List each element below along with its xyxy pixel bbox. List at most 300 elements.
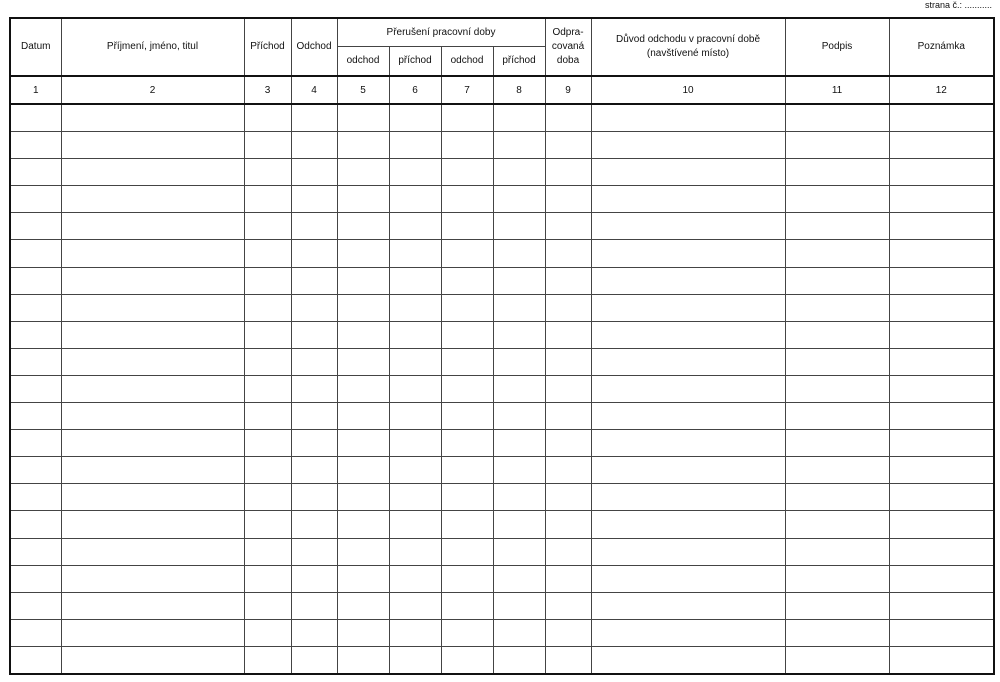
- entry-cell[interactable]: [291, 403, 337, 430]
- entry-cell[interactable]: [889, 159, 994, 186]
- entry-cell[interactable]: [545, 321, 591, 348]
- header-odpracovana-doba: [545, 18, 591, 76]
- entry-cell[interactable]: [441, 240, 493, 267]
- entry-cell[interactable]: [785, 375, 889, 402]
- entry-cell[interactable]: [493, 348, 545, 375]
- entry-cell[interactable]: [441, 132, 493, 159]
- entry-cell[interactable]: [337, 375, 389, 402]
- entry-cell[interactable]: [10, 592, 61, 619]
- entry-cell[interactable]: [441, 565, 493, 592]
- entry-cell[interactable]: [291, 132, 337, 159]
- table-row: [10, 321, 994, 348]
- entry-cell[interactable]: [389, 159, 441, 186]
- entry-cell[interactable]: [10, 619, 61, 646]
- entry-cell[interactable]: [889, 321, 994, 348]
- column-number: 12: [889, 76, 994, 104]
- entry-cell[interactable]: [545, 430, 591, 457]
- header-odpracovana-line2: covaná: [551, 41, 585, 52]
- entry-cell[interactable]: [61, 592, 244, 619]
- entry-cell[interactable]: [10, 186, 61, 213]
- entry-cell[interactable]: [389, 592, 441, 619]
- header-podpis: Podpis: [785, 18, 889, 76]
- entry-cell[interactable]: [545, 457, 591, 484]
- entry-cell[interactable]: [337, 646, 389, 674]
- entry-cell[interactable]: [10, 240, 61, 267]
- header-poznamka: Poznámka: [889, 18, 994, 76]
- entry-cell[interactable]: [61, 159, 244, 186]
- entry-cell[interactable]: [493, 213, 545, 240]
- entry-cell[interactable]: [291, 375, 337, 402]
- entry-cell[interactable]: [889, 375, 994, 402]
- entry-cell[interactable]: [389, 267, 441, 294]
- subheader-prichod-2: příchod: [493, 47, 545, 77]
- entry-cell[interactable]: [291, 104, 337, 132]
- entry-cell[interactable]: [61, 213, 244, 240]
- entry-cell[interactable]: [61, 430, 244, 457]
- entry-cell[interactable]: [785, 457, 889, 484]
- entry-cell[interactable]: [291, 484, 337, 511]
- entry-cell[interactable]: [545, 484, 591, 511]
- entry-cell[interactable]: [591, 430, 785, 457]
- entry-cell[interactable]: [785, 403, 889, 430]
- column-number: 7: [441, 76, 493, 104]
- entry-cell[interactable]: [244, 484, 291, 511]
- subheader-odchod-1: odchod: [337, 47, 389, 77]
- entry-cell[interactable]: [591, 321, 785, 348]
- entry-cell[interactable]: [591, 403, 785, 430]
- entry-cell[interactable]: [591, 565, 785, 592]
- entry-cell[interactable]: [591, 538, 785, 565]
- entry-cell[interactable]: [389, 511, 441, 538]
- entry-cell[interactable]: [61, 348, 244, 375]
- entry-cell[interactable]: [291, 592, 337, 619]
- entry-cell[interactable]: [889, 240, 994, 267]
- entry-cell[interactable]: [61, 565, 244, 592]
- entry-cell[interactable]: [545, 132, 591, 159]
- column-number: 3: [244, 76, 291, 104]
- entry-cell[interactable]: [785, 348, 889, 375]
- entry-cell[interactable]: [493, 538, 545, 565]
- entry-cell[interactable]: [389, 240, 441, 267]
- entry-cell[interactable]: [61, 375, 244, 402]
- entry-cell[interactable]: [785, 484, 889, 511]
- entry-cell[interactable]: [545, 348, 591, 375]
- entry-cell[interactable]: [493, 403, 545, 430]
- entry-cell[interactable]: [785, 294, 889, 321]
- entry-cell[interactable]: [10, 321, 61, 348]
- entry-cell[interactable]: [591, 619, 785, 646]
- entry-cell[interactable]: [389, 403, 441, 430]
- entry-cell[interactable]: [61, 619, 244, 646]
- entry-cell[interactable]: [10, 646, 61, 674]
- entry-cell[interactable]: [493, 565, 545, 592]
- entry-cell[interactable]: [291, 619, 337, 646]
- entry-cell[interactable]: [591, 186, 785, 213]
- entry-cell[interactable]: [10, 348, 61, 375]
- entry-cell[interactable]: [10, 375, 61, 402]
- entry-cell[interactable]: [441, 511, 493, 538]
- header-preruseni: Přerušení pracovní doby: [337, 18, 545, 47]
- entry-cell[interactable]: [785, 159, 889, 186]
- entry-cell[interactable]: [493, 294, 545, 321]
- entry-cell[interactable]: [337, 240, 389, 267]
- entry-cell[interactable]: [244, 348, 291, 375]
- entry-cell[interactable]: [291, 538, 337, 565]
- table-row: [10, 159, 994, 186]
- table-row: [10, 592, 994, 619]
- entry-cell[interactable]: [61, 457, 244, 484]
- entry-cell[interactable]: [244, 565, 291, 592]
- entry-cell[interactable]: [337, 592, 389, 619]
- entry-cell[interactable]: [61, 646, 244, 674]
- table-row: [10, 213, 994, 240]
- entry-cell[interactable]: [493, 592, 545, 619]
- entry-cell[interactable]: [441, 484, 493, 511]
- entry-cell[interactable]: [61, 484, 244, 511]
- entry-cell[interactable]: [10, 565, 61, 592]
- entry-cell[interactable]: [291, 159, 337, 186]
- entry-cell[interactable]: [389, 457, 441, 484]
- entry-cell[interactable]: [493, 267, 545, 294]
- entry-cell[interactable]: [441, 646, 493, 674]
- entry-cell[interactable]: [291, 321, 337, 348]
- entry-cell[interactable]: [889, 457, 994, 484]
- entry-cell[interactable]: [61, 511, 244, 538]
- entry-cell[interactable]: [591, 484, 785, 511]
- entry-cell[interactable]: [889, 213, 994, 240]
- entry-cell[interactable]: [545, 294, 591, 321]
- entry-cell[interactable]: [889, 132, 994, 159]
- entry-cell[interactable]: [61, 186, 244, 213]
- entry-cell[interactable]: [244, 592, 291, 619]
- entry-cell[interactable]: [61, 321, 244, 348]
- entry-cell[interactable]: [61, 104, 244, 132]
- entry-cell[interactable]: [889, 619, 994, 646]
- entry-cell[interactable]: [61, 538, 244, 565]
- column-number: 8: [493, 76, 545, 104]
- header-odpracovana-line3: doba: [556, 55, 580, 66]
- entry-cell[interactable]: [10, 267, 61, 294]
- entry-cell[interactable]: [10, 457, 61, 484]
- entry-cell[interactable]: [337, 430, 389, 457]
- entry-cell[interactable]: [785, 186, 889, 213]
- column-number-row: [10, 76, 994, 104]
- entry-cell[interactable]: [291, 267, 337, 294]
- entry-cell[interactable]: [785, 240, 889, 267]
- entry-cell[interactable]: [493, 457, 545, 484]
- entry-cell[interactable]: [441, 619, 493, 646]
- entry-cell[interactable]: [545, 646, 591, 674]
- entry-cell[interactable]: [591, 132, 785, 159]
- entry-cell[interactable]: [493, 132, 545, 159]
- entry-cell[interactable]: [291, 430, 337, 457]
- table-row: [10, 104, 994, 132]
- entry-cell[interactable]: [545, 267, 591, 294]
- header-name: Příjmení, jméno, titul: [61, 18, 244, 76]
- entry-cell[interactable]: [10, 294, 61, 321]
- entry-cell[interactable]: [545, 104, 591, 132]
- table-row: [10, 240, 994, 267]
- entry-cell[interactable]: [591, 348, 785, 375]
- entry-cell[interactable]: [337, 403, 389, 430]
- entry-cell[interactable]: [291, 646, 337, 674]
- entry-cell[interactable]: [337, 565, 389, 592]
- entry-cell[interactable]: [545, 186, 591, 213]
- entry-cell[interactable]: [441, 430, 493, 457]
- entry-cell[interactable]: [337, 348, 389, 375]
- entry-cell[interactable]: [889, 538, 994, 565]
- entry-cell[interactable]: [244, 375, 291, 402]
- entry-cell[interactable]: [244, 619, 291, 646]
- entry-cell[interactable]: [785, 538, 889, 565]
- table-row: [10, 132, 994, 159]
- entry-cell[interactable]: [244, 132, 291, 159]
- entry-cell[interactable]: [591, 592, 785, 619]
- entry-cell[interactable]: [337, 267, 389, 294]
- entry-cell[interactable]: [591, 511, 785, 538]
- entry-cell[interactable]: [889, 646, 994, 674]
- entry-cell[interactable]: [389, 484, 441, 511]
- table-row: [10, 457, 994, 484]
- header-odpracovana-line1: Odpra-: [552, 27, 584, 38]
- entry-cell[interactable]: [545, 213, 591, 240]
- entry-cell[interactable]: [545, 592, 591, 619]
- entry-cell[interactable]: [244, 403, 291, 430]
- entry-cell[interactable]: [389, 186, 441, 213]
- entry-cell[interactable]: [889, 403, 994, 430]
- entry-cell[interactable]: [10, 511, 61, 538]
- entry-cell[interactable]: [389, 294, 441, 321]
- entry-cell[interactable]: [441, 457, 493, 484]
- entry-cell[interactable]: [785, 213, 889, 240]
- entry-cell[interactable]: [61, 132, 244, 159]
- entry-cell[interactable]: [889, 511, 994, 538]
- entry-cell[interactable]: [493, 321, 545, 348]
- entry-cell[interactable]: [291, 186, 337, 213]
- entry-cell[interactable]: [545, 159, 591, 186]
- column-number: 10: [591, 76, 785, 104]
- entry-cell[interactable]: [337, 457, 389, 484]
- entry-cell[interactable]: [591, 457, 785, 484]
- entry-cell[interactable]: [389, 104, 441, 132]
- entry-cell[interactable]: [389, 375, 441, 402]
- entry-cell[interactable]: [493, 484, 545, 511]
- entry-cell[interactable]: [889, 104, 994, 132]
- entry-cell[interactable]: [785, 592, 889, 619]
- entry-cell[interactable]: [337, 159, 389, 186]
- entry-cell[interactable]: [441, 213, 493, 240]
- entry-cell[interactable]: [291, 511, 337, 538]
- entry-cell[interactable]: [10, 104, 61, 132]
- entry-cell[interactable]: [61, 403, 244, 430]
- entry-cell[interactable]: [785, 619, 889, 646]
- column-number: 4: [291, 76, 337, 104]
- entry-cell[interactable]: [545, 619, 591, 646]
- entry-cell[interactable]: [10, 132, 61, 159]
- entry-cell[interactable]: [389, 348, 441, 375]
- attendance-table: [9, 17, 995, 675]
- entry-cell[interactable]: [785, 267, 889, 294]
- entry-cell[interactable]: [785, 104, 889, 132]
- entry-cell[interactable]: [389, 430, 441, 457]
- entry-cell[interactable]: [10, 159, 61, 186]
- entry-cell[interactable]: [785, 132, 889, 159]
- entry-cell[interactable]: [889, 484, 994, 511]
- entry-cell[interactable]: [889, 592, 994, 619]
- entry-cell[interactable]: [545, 403, 591, 430]
- entry-cell[interactable]: [441, 186, 493, 213]
- entry-cell[interactable]: [889, 348, 994, 375]
- entry-cell[interactable]: [591, 294, 785, 321]
- entry-cell[interactable]: [889, 186, 994, 213]
- entry-cell[interactable]: [591, 159, 785, 186]
- entry-cell[interactable]: [493, 240, 545, 267]
- header-datum: Datum: [10, 18, 61, 76]
- table-row: [10, 484, 994, 511]
- subheader-prichod-1: příchod: [389, 47, 441, 77]
- entry-cell[interactable]: [10, 213, 61, 240]
- column-number: 11: [785, 76, 889, 104]
- entry-cell[interactable]: [389, 538, 441, 565]
- entry-cell[interactable]: [591, 646, 785, 674]
- entry-cell[interactable]: [10, 430, 61, 457]
- entry-cell[interactable]: [493, 646, 545, 674]
- entry-cell[interactable]: [441, 104, 493, 132]
- entry-cell[interactable]: [337, 213, 389, 240]
- entry-cell[interactable]: [291, 457, 337, 484]
- entry-cell[interactable]: [785, 646, 889, 674]
- entry-cell[interactable]: [10, 538, 61, 565]
- entry-cell[interactable]: [337, 132, 389, 159]
- entry-cell[interactable]: [244, 321, 291, 348]
- entry-cell[interactable]: [441, 348, 493, 375]
- entry-cell[interactable]: [441, 294, 493, 321]
- entry-cell[interactable]: [10, 484, 61, 511]
- entry-cell[interactable]: [244, 213, 291, 240]
- entry-cell[interactable]: [441, 267, 493, 294]
- column-number: 9: [545, 76, 591, 104]
- header-duvod-line2: (navštívené místo): [646, 48, 730, 59]
- table-row: [10, 538, 994, 565]
- entry-cell[interactable]: [61, 294, 244, 321]
- entry-cell[interactable]: [493, 104, 545, 132]
- entry-cell[interactable]: [493, 375, 545, 402]
- entry-cell[interactable]: [545, 565, 591, 592]
- entry-cell[interactable]: [10, 403, 61, 430]
- column-number: 1: [10, 76, 61, 104]
- entry-cell[interactable]: [244, 159, 291, 186]
- table-row: [10, 565, 994, 592]
- entry-cell[interactable]: [244, 511, 291, 538]
- entry-cell[interactable]: [337, 321, 389, 348]
- entry-cell[interactable]: [545, 375, 591, 402]
- entry-cell[interactable]: [785, 565, 889, 592]
- entry-cell[interactable]: [291, 213, 337, 240]
- entry-cell[interactable]: [441, 403, 493, 430]
- entry-cell[interactable]: [389, 213, 441, 240]
- entry-cell[interactable]: [591, 213, 785, 240]
- entry-cell[interactable]: [493, 511, 545, 538]
- entry-cell[interactable]: [441, 321, 493, 348]
- entry-cell[interactable]: [889, 294, 994, 321]
- entry-cell[interactable]: [337, 538, 389, 565]
- entry-cell[interactable]: [493, 619, 545, 646]
- entry-cell[interactable]: [389, 619, 441, 646]
- entry-cell[interactable]: [389, 321, 441, 348]
- entry-cell[interactable]: [291, 348, 337, 375]
- entry-cell[interactable]: [389, 565, 441, 592]
- entry-cell[interactable]: [785, 321, 889, 348]
- entry-cell[interactable]: [244, 430, 291, 457]
- entry-cell[interactable]: [244, 457, 291, 484]
- entry-cell[interactable]: [389, 646, 441, 674]
- table-row: [10, 294, 994, 321]
- entry-cell[interactable]: [441, 538, 493, 565]
- subheader-odchod-2: odchod: [441, 47, 493, 77]
- entry-cell[interactable]: [441, 592, 493, 619]
- column-number: 6: [389, 76, 441, 104]
- entry-cell[interactable]: [591, 104, 785, 132]
- entry-cell[interactable]: [493, 430, 545, 457]
- entry-cell[interactable]: [244, 186, 291, 213]
- entry-cell[interactable]: [337, 186, 389, 213]
- entry-cell[interactable]: [493, 186, 545, 213]
- entry-cell[interactable]: [785, 511, 889, 538]
- entry-cell[interactable]: [291, 294, 337, 321]
- entry-cell[interactable]: [493, 159, 545, 186]
- column-number: 5: [337, 76, 389, 104]
- entry-cell[interactable]: [591, 267, 785, 294]
- entry-cell[interactable]: [337, 104, 389, 132]
- table-row: [10, 430, 994, 457]
- entry-cell[interactable]: [291, 565, 337, 592]
- entry-cell[interactable]: [545, 240, 591, 267]
- table-row: [10, 186, 994, 213]
- entry-cell[interactable]: [337, 511, 389, 538]
- entry-cell[interactable]: [545, 538, 591, 565]
- table-row: [10, 511, 994, 538]
- entry-cell[interactable]: [244, 104, 291, 132]
- entry-cell[interactable]: [337, 484, 389, 511]
- entry-cell[interactable]: [389, 132, 441, 159]
- entry-cell[interactable]: [591, 375, 785, 402]
- table-row: [10, 403, 994, 430]
- entry-cell[interactable]: [889, 565, 994, 592]
- entry-cell[interactable]: [244, 538, 291, 565]
- entry-cell[interactable]: [244, 294, 291, 321]
- entry-cell[interactable]: [889, 430, 994, 457]
- header-prichod: Příchod: [244, 18, 291, 76]
- entry-cell[interactable]: [244, 646, 291, 674]
- entry-cell[interactable]: [337, 619, 389, 646]
- entry-cell[interactable]: [441, 159, 493, 186]
- entry-cell[interactable]: [591, 240, 785, 267]
- entry-cell[interactable]: [889, 267, 994, 294]
- entry-cell[interactable]: [244, 240, 291, 267]
- entry-cell[interactable]: [545, 511, 591, 538]
- entry-cell[interactable]: [441, 375, 493, 402]
- entry-cell[interactable]: [785, 430, 889, 457]
- entry-cell[interactable]: [337, 294, 389, 321]
- entry-cell[interactable]: [61, 267, 244, 294]
- entry-cell[interactable]: [291, 240, 337, 267]
- entry-rows: [10, 104, 994, 674]
- header-odchod: Odchod: [291, 18, 337, 76]
- entry-cell[interactable]: [244, 267, 291, 294]
- entry-cell[interactable]: [61, 240, 244, 267]
- header-duvod-line1: Důvod odchodu v pracovní době: [616, 34, 761, 45]
- table-row: [10, 646, 994, 674]
